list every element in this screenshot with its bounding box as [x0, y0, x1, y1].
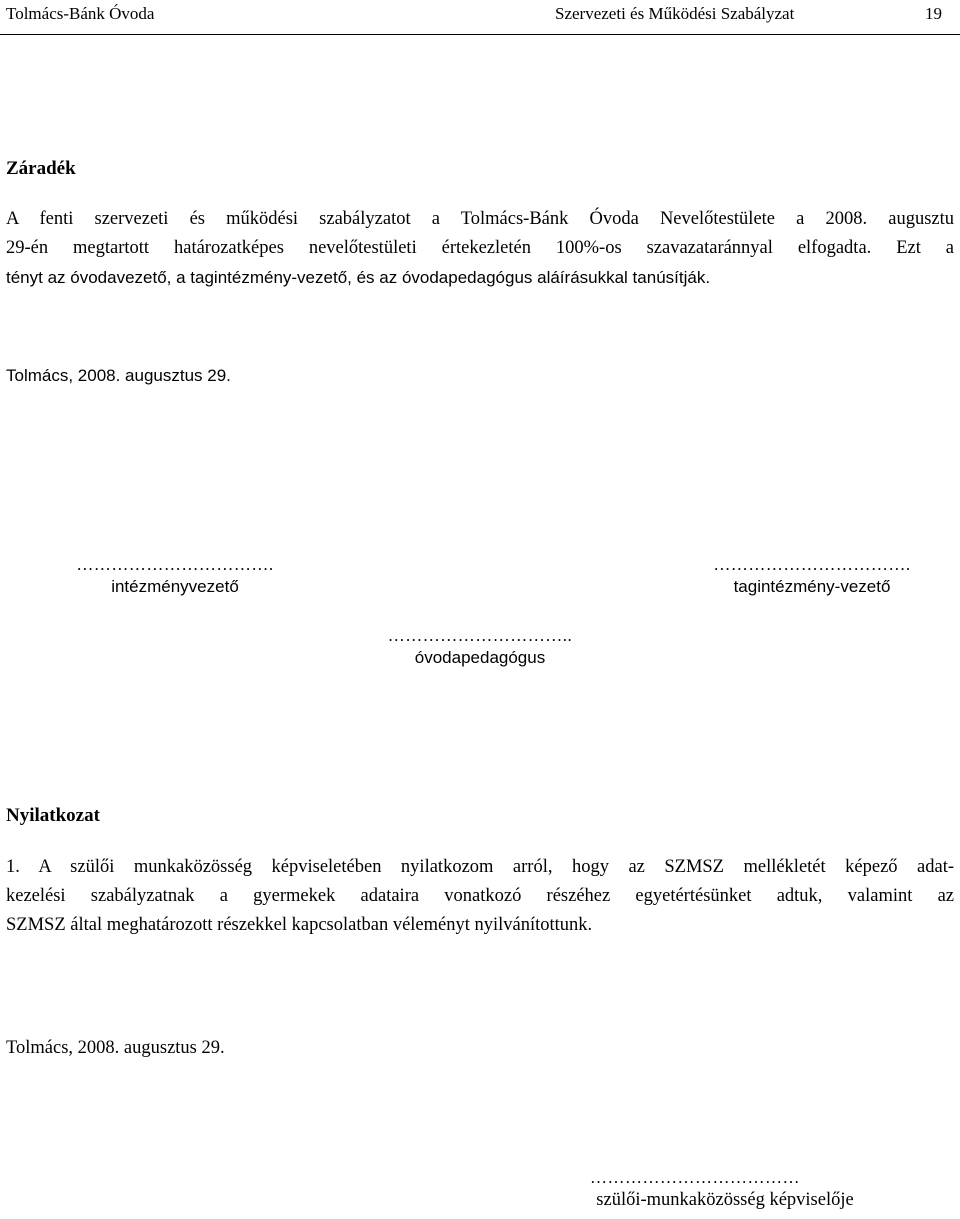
- header-school-name: Tolmács-Bánk Óvoda: [6, 4, 155, 23]
- nyilatkozat-line: 1. A szülői munkaközösség képviseletében nyilatkozom arról, hogy az SZMSZ mellékletét képező adat-: [6, 857, 954, 877]
- signature-label: szülői-munkaközösség képviselője: [596, 1190, 854, 1210]
- zaradek-place-date: Tolmács, 2008. augusztus 29.: [6, 366, 231, 385]
- signature-tagintezmeny-vezeto: [662, 555, 960, 597]
- signature-intezmenyvezeto: [5, 555, 345, 597]
- signature-label: intézményvezető: [111, 577, 239, 596]
- zaradek-line: A fenti szervezeti és működési szabályzatot a Tolmács-Bánk Óvoda Nevelőtestülete a 2008. augusztu: [6, 209, 954, 229]
- zaradek-paragraph: [6, 205, 954, 292]
- zaradek-heading: Záradék: [6, 158, 76, 179]
- signature-label: óvodapedagógus: [414, 648, 546, 667]
- signature-line: …………………………….: [76, 555, 274, 574]
- signature-line: ………………………………: [590, 1168, 800, 1187]
- signature-line: …………………………….: [713, 555, 911, 574]
- nyilatkozat-heading: Nyilatkozat: [6, 805, 100, 826]
- nyilatkozat-paragraph: [6, 853, 954, 940]
- header-page-number: 19: [925, 4, 942, 23]
- signature-szuloi-munkakozosseg: [455, 1168, 935, 1211]
- header-divider: [0, 34, 960, 35]
- header-document-title: Szervezeti és Működési Szabályzat: [555, 4, 795, 23]
- signature-ovodapedagogus: [320, 626, 640, 668]
- nyilatkozat-line: kezelési szabályzatnak a gyermekek adataira vonatkozó részéhez egyetértésünket adtuk, valamint az: [6, 886, 954, 906]
- signature-label: tagintézmény-vezető: [733, 577, 891, 596]
- zaradek-line: tényt az óvodavezető, a tagintézmény-vezető, és az óvodapedagógus aláírásukkal tanúsítják.: [6, 268, 711, 287]
- zaradek-line: 29-én megtartott határozatképes nevelőtestületi értekezletén 100%-os szavazataránnyal elfogadta. Ezt a: [6, 238, 954, 258]
- nyilatkozat-line: SZMSZ által meghatározott részekkel kapcsolatban véleményt nyilvánítottunk.: [6, 915, 593, 935]
- signature-line: …………………………..: [387, 626, 573, 645]
- nyilatkozat-place-date: Tolmács, 2008. augusztus 29.: [6, 1038, 225, 1058]
